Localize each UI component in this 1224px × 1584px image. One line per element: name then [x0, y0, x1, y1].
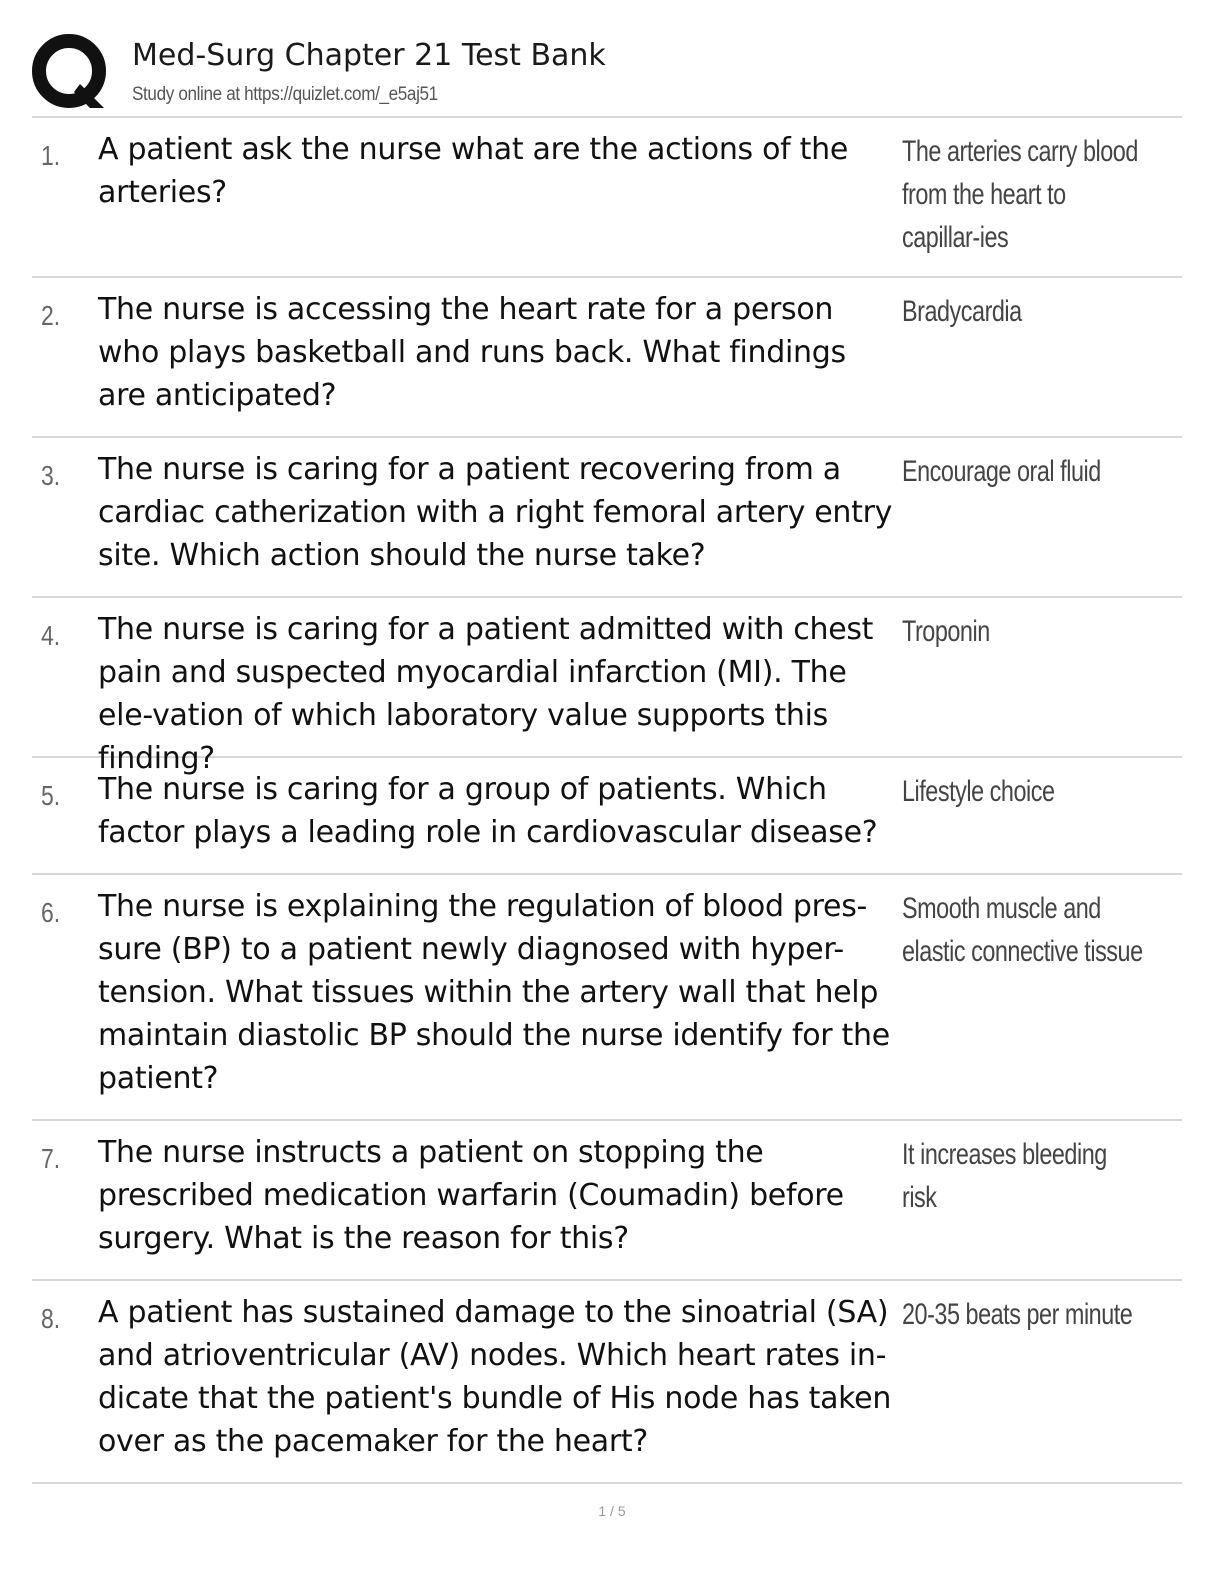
flashcard-8: [32, 1281, 1182, 1484]
flashcard-3: [32, 438, 1182, 598]
flashcard-list: [32, 118, 1182, 1484]
card-number: 6.: [41, 897, 61, 928]
card-definition: The arteries carry blood from the heart to capillar-ies: [902, 135, 1138, 254]
card-definition: It increases bleeding risk: [902, 1138, 1107, 1214]
study-online-link[interactable]: Study online at https://quizlet.com/_e5aj51: [132, 84, 438, 105]
flashcard-6: [32, 875, 1182, 1121]
card-definition: 20-35 beats per minute: [902, 1298, 1133, 1331]
page-number: 1 / 5: [598, 1503, 626, 1519]
card-term: A patient ask the nurse what are the actions of the arteries?: [98, 132, 848, 210]
card-term: The nurse is caring for a patient admitted with chest pain and suspected myocardial infarction (MI). The ele-vation of which laboratory value supports this finding?: [98, 612, 874, 776]
card-number: 1.: [41, 140, 61, 171]
card-number: 7.: [41, 1143, 61, 1174]
card-number: 2.: [41, 300, 61, 331]
card-term: The nurse is caring for a patient recovering from a cardiac catherization with a right femoral artery entry site. Which action should the nurse take?: [98, 452, 893, 573]
card-definition: Encourage oral fluid: [902, 455, 1101, 488]
card-definition: Troponin: [902, 615, 990, 648]
flashcard-2: [32, 278, 1182, 438]
page-header: [32, 30, 1182, 116]
card-term: A patient has sustained damage to the sinoatrial (SA) and atrioventricular (AV) nodes. Which heart rates in-dicate that the patient's bundle of His node has taken over as the pacemaker for the heart?: [98, 1295, 892, 1459]
card-term: The nurse instructs a patient on stopping the prescribed medication warfarin (Coumadin) before surgery. What is the reason for this?: [98, 1135, 844, 1256]
card-definition: Bradycardia: [902, 295, 1022, 328]
card-definition: Lifestyle choice: [902, 775, 1055, 808]
flashcard-4: [32, 598, 1182, 776]
quizlet-logo-icon: [32, 34, 110, 112]
flashcard-5: [32, 758, 1182, 875]
card-term: The nurse is caring for a group of patients. Which factor plays a leading role in cardiovascular disease?: [98, 772, 878, 850]
flashcard-1: [32, 118, 1182, 278]
card-definition: Smooth muscle and elastic connective tissue: [902, 892, 1143, 968]
page-title: Med-Surg Chapter 21 Test Bank: [132, 38, 606, 73]
card-number: 4.: [41, 620, 61, 651]
card-number: 8.: [41, 1303, 61, 1334]
card-term: The nurse is accessing the heart rate for a person who plays basketball and runs back. What findings are anticipated?: [98, 292, 846, 413]
flashcard-7: [32, 1121, 1182, 1281]
card-term: The nurse is explaining the regulation of blood pres-sure (BP) to a patient newly diagnosed with hyper-tension. What tissues within the artery wall that help maintain diastolic BP should the nurse identify for the patient?: [98, 889, 890, 1096]
card-number: 3.: [41, 460, 61, 491]
card-number: 5.: [41, 780, 61, 811]
